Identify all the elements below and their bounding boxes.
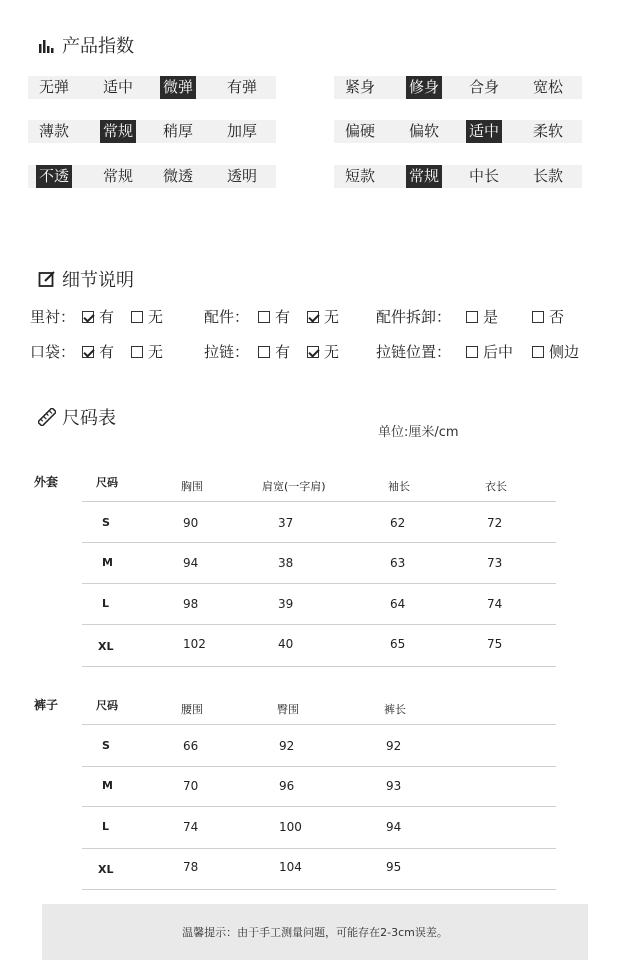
index-option[interactable]: 薄款 <box>39 122 70 140</box>
table-header: 臀围 <box>277 703 299 716</box>
index-option-selected[interactable]: 微弹 <box>160 76 196 99</box>
table-cell: XL <box>98 863 114 876</box>
size-chart-title-text: 尺码表 <box>62 408 116 429</box>
index-row-left <box>28 120 276 143</box>
table-cell: S <box>102 739 110 752</box>
zipper-position-back-label: 后中 <box>483 343 514 361</box>
accessory-option-yes-label: 有 <box>275 308 291 326</box>
zipper-option-no-label: 无 <box>324 343 340 361</box>
zipper-option-yes-label: 有 <box>275 343 291 361</box>
index-row-right <box>334 165 582 188</box>
table-cell: 72 <box>487 516 503 530</box>
lining-option-yes[interactable] <box>82 306 114 327</box>
details-title-text: 细节说明 <box>62 270 134 291</box>
table-cell: XL <box>98 640 114 653</box>
checkbox-icon <box>466 346 478 358</box>
checkbox-checked-icon <box>82 346 94 358</box>
checkbox-icon <box>131 346 143 358</box>
table-header: 胸围 <box>181 480 203 493</box>
table-cell: 40 <box>278 637 294 651</box>
pants-group-label: 裤子 <box>34 698 59 712</box>
footer-banner <box>42 904 588 960</box>
table-cell: 104 <box>279 860 302 874</box>
pocket-label: 口袋： <box>30 343 76 361</box>
table-cell: 100 <box>279 820 302 834</box>
table-cell: 78 <box>183 860 199 874</box>
checkbox-icon <box>258 346 270 358</box>
index-row-right <box>334 120 582 143</box>
table-cell: 92 <box>279 739 295 753</box>
product-index-title <box>38 32 134 58</box>
index-option[interactable]: 无弹 <box>39 78 70 96</box>
table-cell: 98 <box>183 597 199 611</box>
zipper-option-yes[interactable] <box>258 341 290 362</box>
removable-option-yes-label: 是 <box>483 308 499 326</box>
index-option[interactable]: 适中 <box>103 78 134 96</box>
index-row-left <box>28 165 276 188</box>
checkbox-checked-icon <box>82 311 94 323</box>
table-cell: S <box>102 516 110 529</box>
table-cell: 63 <box>390 556 406 570</box>
index-row-right <box>334 76 582 99</box>
zipper-position-side[interactable] <box>532 341 579 362</box>
table-cell: 39 <box>278 597 294 611</box>
index-option[interactable]: 偏软 <box>409 122 440 140</box>
index-option[interactable]: 短款 <box>345 167 376 185</box>
zipper-position-side-label: 侧边 <box>549 343 580 361</box>
zipper-option-no[interactable] <box>307 341 339 362</box>
index-option[interactable]: 紧身 <box>345 78 376 96</box>
table-divider <box>82 889 556 890</box>
unit-label: 单位:厘米/cm <box>378 425 459 440</box>
table-header: 尺码 <box>96 699 118 712</box>
table-divider <box>82 542 556 543</box>
pocket-option-no-label: 无 <box>148 343 164 361</box>
footer-note: 温馨提示：由于手工测量问题，可能存在2-3cm误差。 <box>182 926 448 939</box>
table-header: 裤长 <box>384 703 406 716</box>
removable-option-no-label: 否 <box>549 308 565 326</box>
edit-icon <box>38 270 56 288</box>
table-divider <box>82 501 556 502</box>
size-chart-title <box>38 404 116 430</box>
table-cell: 102 <box>183 637 206 651</box>
table-header: 尺码 <box>96 476 118 489</box>
table-header: 腰围 <box>181 703 203 716</box>
table-header: 袖长 <box>388 480 410 493</box>
index-option[interactable]: 宽松 <box>533 78 564 96</box>
table-cell: 75 <box>487 637 503 651</box>
index-option[interactable]: 常规 <box>103 167 134 185</box>
table-cell: 93 <box>386 779 402 793</box>
table-divider <box>82 624 556 625</box>
pocket-option-no[interactable] <box>131 341 163 362</box>
index-row-left <box>28 76 276 99</box>
zipper-label: 拉链： <box>204 343 250 361</box>
lining-label: 里衬： <box>30 308 76 326</box>
bar-chart-icon <box>38 36 56 54</box>
table-cell: 37 <box>278 516 294 530</box>
table-cell: 95 <box>386 860 402 874</box>
removable-label: 配件拆卸： <box>376 308 452 326</box>
index-option[interactable]: 有弹 <box>227 78 258 96</box>
checkbox-icon <box>532 346 544 358</box>
details-title <box>38 266 134 292</box>
index-option[interactable]: 透明 <box>227 167 258 185</box>
table-cell: 62 <box>390 516 406 530</box>
checkbox-checked-icon <box>307 346 319 358</box>
checkbox-checked-icon <box>307 311 319 323</box>
index-option-selected[interactable]: 常规 <box>100 120 136 143</box>
table-cell: 65 <box>390 637 406 651</box>
table-cell: M <box>102 556 113 569</box>
index-option[interactable]: 偏硬 <box>345 122 376 140</box>
index-option-selected[interactable]: 常规 <box>406 165 442 188</box>
accessory-option-no-label: 无 <box>324 308 340 326</box>
table-divider <box>82 848 556 849</box>
table-cell: 73 <box>487 556 503 570</box>
index-option-selected[interactable]: 修身 <box>406 76 442 99</box>
table-cell: L <box>102 597 110 610</box>
table-cell: 74 <box>487 597 503 611</box>
table-cell: 94 <box>386 820 402 834</box>
accessory-label: 配件： <box>204 308 250 326</box>
table-cell: 92 <box>386 739 402 753</box>
jacket-group-label: 外套 <box>34 475 59 489</box>
table-cell: 66 <box>183 739 199 753</box>
removable-option-no[interactable] <box>532 306 564 327</box>
table-cell: 90 <box>183 516 199 530</box>
table-cell: M <box>102 779 113 792</box>
index-option-selected[interactable]: 不透 <box>36 165 72 188</box>
table-divider <box>82 766 556 767</box>
lining-option-no[interactable] <box>131 306 163 327</box>
index-option[interactable]: 稍厚 <box>163 122 194 140</box>
pocket-option-yes-label: 有 <box>99 343 115 361</box>
accessory-option-no[interactable] <box>307 306 339 327</box>
accessory-option-yes[interactable] <box>258 306 290 327</box>
table-cell: 38 <box>278 556 294 570</box>
index-option[interactable]: 合身 <box>469 78 500 96</box>
removable-option-yes[interactable] <box>466 306 498 327</box>
index-option-selected[interactable]: 适中 <box>466 120 502 143</box>
checkbox-icon <box>131 311 143 323</box>
zipper-position-back[interactable] <box>466 341 513 362</box>
index-option[interactable]: 柔软 <box>533 122 564 140</box>
lining-option-yes-label: 有 <box>99 308 115 326</box>
index-option[interactable]: 加厚 <box>227 122 258 140</box>
table-divider <box>82 724 556 725</box>
table-header: 衣长 <box>485 480 507 493</box>
pocket-option-yes[interactable] <box>82 341 114 362</box>
ruler-icon <box>38 408 56 426</box>
table-cell: 64 <box>390 597 406 611</box>
index-option[interactable]: 微透 <box>163 167 194 185</box>
table-header: 肩宽(一字肩) <box>262 480 326 493</box>
table-divider <box>82 666 556 667</box>
checkbox-icon <box>258 311 270 323</box>
zipper-position-label: 拉链位置： <box>376 343 452 361</box>
table-cell: 96 <box>279 779 295 793</box>
table-cell: L <box>102 820 110 833</box>
checkbox-icon <box>532 311 544 323</box>
table-cell: 94 <box>183 556 199 570</box>
product-index-title-text: 产品指数 <box>62 36 134 57</box>
lining-option-no-label: 无 <box>148 308 164 326</box>
table-divider <box>82 583 556 584</box>
index-option[interactable]: 中长 <box>469 167 500 185</box>
table-cell: 74 <box>183 820 199 834</box>
checkbox-icon <box>466 311 478 323</box>
table-divider <box>82 806 556 807</box>
table-cell: 70 <box>183 779 199 793</box>
index-option[interactable]: 长款 <box>533 167 564 185</box>
